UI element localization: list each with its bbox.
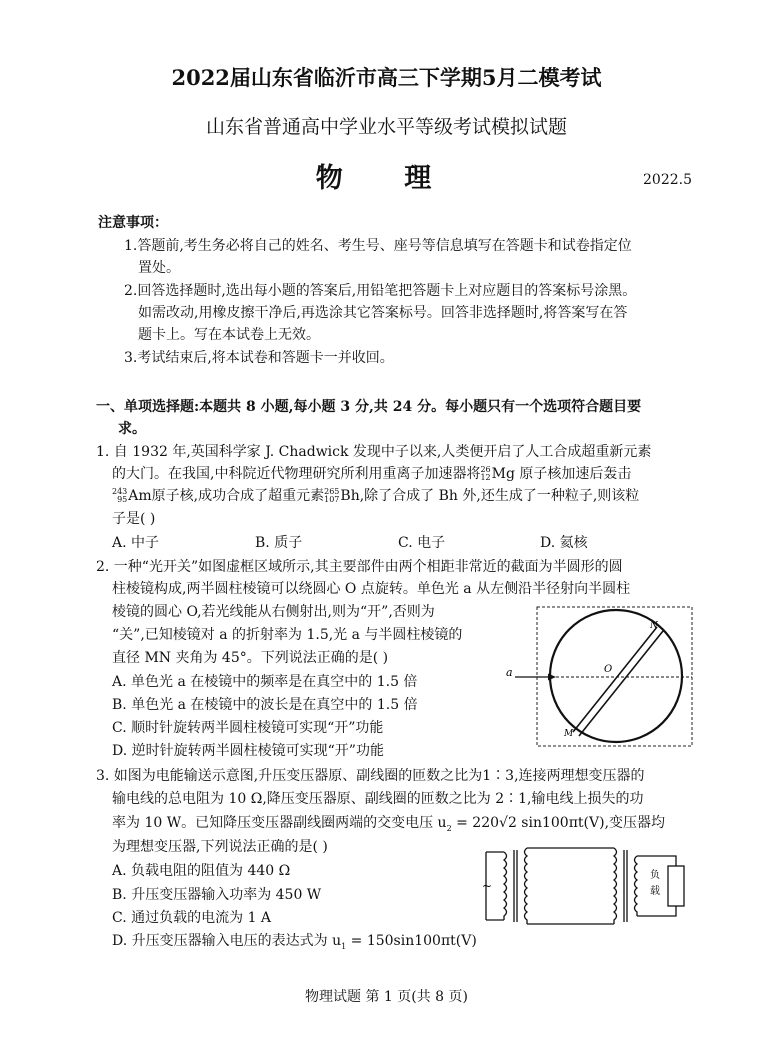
element-symbol: Bh xyxy=(340,488,360,504)
atomic-number: 107 xyxy=(324,495,340,504)
mass-number: 243 xyxy=(112,487,128,496)
subscript: 1 xyxy=(341,941,347,951)
q1-option-d: D. 氦核 xyxy=(540,535,588,551)
subscript: 2 xyxy=(446,823,452,833)
section-heading-cont: 求。 xyxy=(118,421,146,437)
label-a: a xyxy=(506,666,513,679)
element-symbol: Mg xyxy=(491,466,515,482)
notice-item: 3.考试结束后,将本试卷和答题卡一并收回。 xyxy=(124,350,394,366)
q2-option-c: C. 顺时针旋转两半圆柱棱镜可实现“开”功能 xyxy=(112,720,384,736)
notice-item: 题卡上。写在本试卷上无效。 xyxy=(138,327,320,343)
optical-switch-figure xyxy=(500,604,700,748)
q1-text: 的大门。在我国,中科院近代物理研究所利用重离子加速器将 xyxy=(112,466,481,482)
prism-circle xyxy=(550,610,682,742)
q3-stem-line: 3. 如图为电能输送示意图,升压变压器原、副线圈的匝数之比为1∶3,连接两理想变压器的 xyxy=(96,768,645,784)
q1-stem-line: 子是( ) xyxy=(112,511,156,527)
transmission-line xyxy=(527,848,614,924)
load-resistor xyxy=(668,866,684,906)
stepup-primary-coil xyxy=(504,852,507,920)
q1-text: ,除了合成了 Bh 外,还生成了一种粒子,则该粒 xyxy=(359,488,640,504)
q3-stem-line: 为理想变压器,下列说法正确的是( ) xyxy=(112,839,328,855)
notice-heading: 注意事项： xyxy=(98,215,168,231)
q1-text: 原子核加速后轰击 xyxy=(514,466,632,482)
q2-stem-line: 柱棱镜构成,两半圆柱棱镜可以绕圆心 O 点旋转。单色光 a 从左侧沿半径射向半圆柱 xyxy=(112,581,631,597)
q3-text: = 150sin100πt(V) xyxy=(346,933,477,949)
stepdown-secondary-coil xyxy=(635,856,638,916)
q1-stem-line: 1. 自 1932 年,英国科学家 J. Chadwick 发现中子以来,人类便开启了人工合成超重新元素 xyxy=(96,444,652,460)
stepup-secondary-coil xyxy=(525,848,528,924)
exam-subtitle: 山东省普通高中学业水平等级考试模拟试题 xyxy=(205,116,567,138)
q1-stem-line xyxy=(112,485,639,507)
q2-stem-line: “关”,已知棱镜对 a 的折射率为 1.5,光 a 与半圆柱棱镜的 xyxy=(112,627,463,643)
nuclide-mg xyxy=(480,466,490,482)
section-heading: 一、单项选择题:本题共 8 小题,每小题 3 分,共 24 分。每小题只有一个选项符合题目要 xyxy=(96,399,642,415)
nuclide-am xyxy=(112,488,127,504)
label-m: M xyxy=(564,729,574,739)
prism-gap-line xyxy=(579,631,663,736)
q3-text: = 220√2 sin100πt(V),变压器均 xyxy=(451,815,666,831)
power-transmission-figure xyxy=(478,844,700,928)
q3-option-d xyxy=(112,930,477,958)
ac-source-icon: ~ xyxy=(482,879,493,893)
q3-option-c: C. 通过负载的电流为 1 A xyxy=(112,910,272,926)
q1-option-a: A. 中子 xyxy=(112,535,160,551)
exam-title: 2022届山东省临沂市高三下学期5月二模考试 xyxy=(171,65,602,90)
q3-text: 率为 10 W。已知降压变压器副线圈两端的交变电压 u xyxy=(112,815,447,831)
mass-number: 265 xyxy=(324,487,340,496)
arrow-icon xyxy=(548,674,556,681)
stepdown-primary-coil xyxy=(614,848,617,924)
q2-option-d: D. 逆时针旋转两半圆柱棱镜可实现“开”功能 xyxy=(112,743,384,759)
mass-number: 26 xyxy=(480,465,491,474)
nuclide-bh xyxy=(324,488,339,504)
notice-item: 置处。 xyxy=(138,260,180,276)
atomic-number: 12 xyxy=(480,473,491,482)
q2-stem-line: 直径 MN 夹角为 45°。下列说法正确的是( ) xyxy=(112,650,389,666)
atomic-number: 95 xyxy=(117,495,128,504)
load-label: 载 xyxy=(650,886,660,897)
label-o: O xyxy=(604,664,613,675)
exam-date: 2022.5 xyxy=(643,172,692,188)
label-n: N xyxy=(650,621,658,631)
subject-title: 物 理 xyxy=(315,163,458,194)
q2-option-a: A. 单色光 a 在棱镜中的频率是在真空中的 1.5 倍 xyxy=(112,674,418,690)
load-label: 负 xyxy=(650,870,660,881)
q3-option-a: A. 负载电阻的阻值为 440 Ω xyxy=(112,863,291,879)
q1-option-b: B. 质子 xyxy=(255,535,303,551)
notice-item: 2.回答选择题时,选出每小题的答案后,用铅笔把答题卡上对应题目的答案标号涂黑。 xyxy=(124,283,637,299)
q1-option-c: C. 电子 xyxy=(398,535,446,551)
prism-gap-line xyxy=(573,627,657,732)
q2-stem-line: 棱镜的圆心 O,若光线能从右侧射出,则为“开”,否则为 xyxy=(112,604,435,620)
q1-stem-line xyxy=(112,463,631,485)
notice-item: 1.答题前,考生务必将自己的姓名、考生号、座号等信息填写在答题卡和试卷指定位 xyxy=(124,238,632,254)
page-footer: 物理试题 第 1 页(共 8 页) xyxy=(305,989,468,1005)
element-symbol: Am xyxy=(128,488,152,504)
q3-stem-line: 输电线的总电阻为 10 Ω,降压变压器原、副线圈的匝数之比为 2∶1,输电线上损失的功 xyxy=(112,791,644,807)
q3-option-b: B. 升压变压器输入功率为 450 W xyxy=(112,887,322,903)
q3-text: D. 升压变压器输入电压的表达式为 u xyxy=(112,933,342,949)
q2-option-b: B. 单色光 a 在棱镜中的波长是在真空中的 1.5 倍 xyxy=(112,697,418,713)
notice-item: 如需改动,用橡皮擦干净后,再选涂其它答案标号。回答非选择题时,将答案写在答 xyxy=(138,305,628,321)
q1-text: 原子核,成功合成了超重元素 xyxy=(151,488,325,504)
q2-stem-line: 2. 一种“光开关”如图虚框区域所示,其主要部件由两个相距非常近的截面为半圆形的圆 xyxy=(96,559,623,575)
